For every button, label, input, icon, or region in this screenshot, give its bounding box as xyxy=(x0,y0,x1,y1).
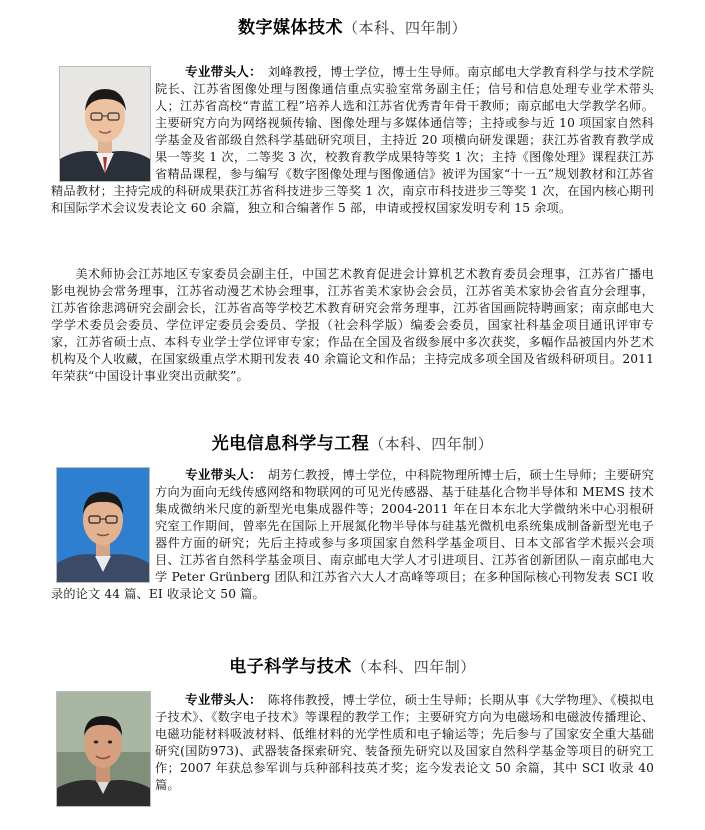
leader-bio-text: 刘峰教授，博士学位，博士生导师。南京邮电大学教育科学与技术学院院长、江苏省图像处理与图像通信重点实验室常务副主任；信号和信息处理专业学术带头人；江苏省高校“青蓝工程”培养人选和江苏省优秀青年骨干教师；南京邮电大学教学名师。主要研究方向为网络视频传输、图像处理与多媒体通信等；主持或参与近 10 项国家自然科学基金及省部级自然科学基础研究项目，主持近 20 项横向研发课题；获江苏省教育教学成果一等奖 1 次，二等奖 3 次，校教育教学成果特等奖 1 次；主持《图像处理》课程获江苏省精品课程，参与编写《数字图像处理与图像通信》被评为国家“十一五”规划教材和江苏省精品教材；主持完成的科研成果获江苏省科技进步三等奖 1 次，南京市科技进步三等奖 1 次，在国内核心期刊和国际学术会议发表论文 60 余篇，独立和合编著作 5 部，申请或授权国家发明专利 15 余项。 xyxy=(51,65,654,215)
leader-label: 专业带头人： xyxy=(185,692,262,707)
section-title xyxy=(0,433,705,455)
section-title-suffix: （本科、四年制） xyxy=(342,19,467,37)
leader-bio xyxy=(51,63,654,217)
section-title-text: 数字媒体技术 xyxy=(237,18,343,38)
leader-bio-text: 胡芳仁教授，博士学位，中科院物理所博士后，硕士生导师；主要研究方向为面向无线传感网络和物联网的可见光传感器、基于硅基化合物半导体和 MEMS 技术集成微纳米尺度的新型光电集成器件等；2004-2011 年在日本东北大学微纳米中心羽根研究室工作期间，曾率先在国际上开展氮化物半导体与硅基光微机电系统集成制备新型光电子器件方面的研究；先后主持或参与多项国家自然科学基金项目、日本文部省学术振兴会项目、江苏省自然科学基金项目、南京邮电大学人才引进项目、江苏省创新团队－南京邮电大学 Peter Grünberg 团队和江苏省六大人才高峰等项目；在多种国际核心刊物发表 SCI 收录的论文 44 篇、EI 收录论文 50 篇。 xyxy=(51,468,654,601)
leader-bio-text: 陈将伟教授，博士学位，硕士生导师；长期从事《大学物理》、《模拟电子技术》、《数字电子技术》等课程的教学工作；主要研究方向为电磁场和电磁波传播理论、电磁功能材料吸波材料、低维材料的光学性质和电子输运等；先后参与了国家安全重大基础研究(国防973)、武器装备探索研究、装备预先研究以及国家自然科学基金等项目的研究工作；2007 年获总参军训与兵种部科技英才奖；迄今发表论文 50 余篇，其中 SCI 收录 40 篇。 xyxy=(155,693,654,792)
section-title xyxy=(0,656,705,678)
section-title-text: 电子科学与技术 xyxy=(229,657,352,677)
section-title-suffix: （本科、四年制） xyxy=(369,435,494,453)
leader-bio-continued xyxy=(51,266,654,385)
leader-bio xyxy=(51,466,654,603)
section-title-suffix: （本科、四年制） xyxy=(351,658,476,676)
section-title-text: 光电信息科学与工程 xyxy=(211,434,370,454)
leader-label: 专业带头人： xyxy=(185,64,262,79)
leader-label: 专业带头人： xyxy=(185,467,262,482)
leader-bio-text-2: 美术师协会江苏地区专家委员会副主任，中国艺术教育促进会计算机艺术教育委员会理事，江苏省广播电影电视协会常务理事，江苏省动漫艺术协会理事，江苏省美术家协会会员，江苏省美术家协会省直分会理事，江苏省徐悲鸿研究会副会长，江苏省高等学校艺术教育研究会常务理事，江苏省国画院特聘画家；南京邮电大学学术委员会委员、学位评定委员会委员、学报（社会科学版）编委会委员，国家社科基金项目通讯评审专家，江苏省硕士点、本科专业学士学位评审专家；作品在全国及省级参展中多次获奖，多幅作品被国内外艺术机构及个人收藏，在国家级重点学术期刊发表 40 余篇论文和作品；主持完成多项全国及省级科研项目。2011 年荣获“中国设计事业突出贡献奖”。 xyxy=(51,267,654,383)
leader-bio xyxy=(51,691,654,809)
section-title xyxy=(0,17,705,39)
